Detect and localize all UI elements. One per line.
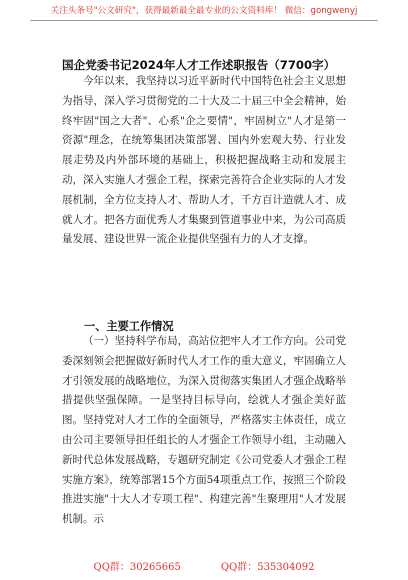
document-title: 国企党委书记2024年人才工作述职报告（7700字） — [62, 58, 336, 72]
footer-qq-group-1: QQ群：30265665 — [93, 562, 181, 573]
footer-qq-group-2: QQ群：535304092 — [220, 562, 315, 573]
footer-qq-groups — [0, 558, 408, 573]
section-heading: 一、主要工作情况 — [84, 320, 174, 333]
section-paragraph: （一）坚持科学布局，高站位把牢人才工作方向。公司党委深刻领会把握做好新时代人才工作的重大意义，牢固确立人才引领发展的战略地位，为深入贯彻落实集团人才强企战略举措提供坚强保障。一是坚持目标导向，绘就人才强企美好蓝图。坚持党对人才工作的全面领导，严格落实主体责任，成立由公司主要领导担任组长的人才强企工作领导小组，主动融入新时代总体发展战略，专题研究制定《公司党委人才强企工程实施方案》，统筹部署15个方面54项重点工作，按照三个阶段推进实施"十大人才专项工程"、构建完善"生聚理用"人才发展机制。示 — [62, 335, 346, 526]
promo-banner: 关注头条号"公文研究"，获得最新最全最专业的公文资料库！ 微信：gongwenyj — [50, 6, 358, 16]
intro-paragraph: 今年以来，我坚持以习近平新时代中国特色社会主义思想为指导，深入学习贯彻党的二十大及二十届三中全会精神，始终牢固"国之大者"、心系"企之要情"，牢固树立"人才是第一资源"理念，在统筹集团决策部署、国内外宏观大势、行业发展走势及内外部环境的基础上，积极把握战略主动和发展主动，深入实施人才强企工程，探索完善符合企业实际的人才发展机制，全方位支持人才、帮助人才，千方百计造就人才、成就人才。把各方面优秀人才集聚到管道事业中来，为公司高质量发展、建设世界一流企业提供坚强有力的人才支撑。 — [62, 75, 346, 246]
banner-divider — [30, 20, 378, 21]
